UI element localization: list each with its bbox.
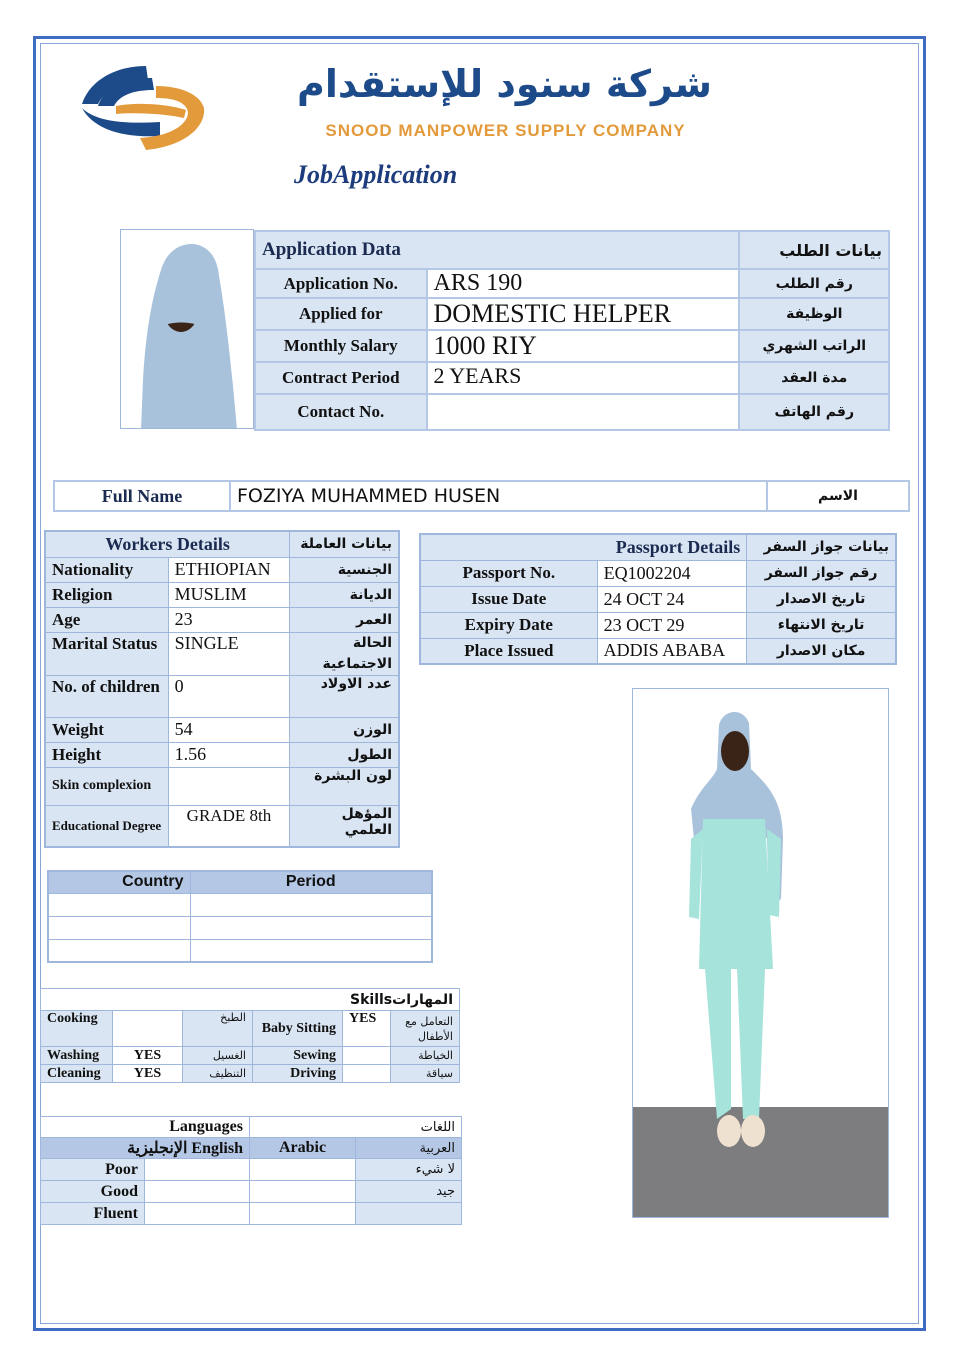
workers-details-table: [44, 530, 400, 848]
weight-value: 54: [168, 717, 290, 742]
full-name-label-ar: الاسم: [767, 481, 909, 511]
skill-babysitting-label: Baby Sitting: [253, 1011, 343, 1047]
age-value: 23: [168, 607, 290, 632]
skin-complexion-value: [168, 767, 290, 805]
table-row: [48, 893, 432, 916]
applied-for-label-ar: الوظيفة: [739, 298, 889, 330]
height-label-ar: الطول: [290, 742, 399, 767]
skill-sewing-label: Sewing: [253, 1047, 343, 1065]
language-cell: [250, 1159, 356, 1181]
application-no-label: Application No.: [255, 269, 427, 298]
arabic-column-header-ar: العربية: [356, 1138, 462, 1159]
passport-no-label-ar: رقم جواز السفر: [747, 560, 896, 586]
contract-period-label: Contract Period: [255, 362, 427, 394]
full-body-photo: [632, 688, 889, 1218]
skin-complexion-label-ar: لون البشرة: [290, 767, 399, 805]
passport-no-label: Passport No.: [420, 560, 597, 586]
period-column-header: Period: [190, 871, 432, 893]
skin-complexion-label: Skin complexion: [45, 767, 168, 805]
skill-washing-value: YES: [113, 1047, 183, 1065]
marital-status-label-ar: الحالة الاجتماعية: [290, 632, 399, 675]
skill-driving-label: Driving: [253, 1065, 343, 1083]
height-label: Height: [45, 742, 168, 767]
issue-date-label: Issue Date: [420, 586, 597, 612]
passport-no-value: EQ1002204: [597, 560, 747, 586]
nationality-value: ETHIOPIAN: [168, 557, 290, 582]
passport-details-table: [419, 533, 897, 665]
monthly-salary-value: 1000 RIY: [427, 330, 740, 362]
application-header-ar: بيانات الطلب: [739, 231, 889, 269]
weight-label: Weight: [45, 717, 168, 742]
full-name-table: [53, 480, 910, 512]
languages-header-en: Languages: [41, 1117, 250, 1138]
contact-no-value: [427, 394, 740, 430]
place-issued-label: Place Issued: [420, 638, 597, 664]
application-no-value: ARS 190: [427, 269, 740, 298]
nationality-label-ar: الجنسية: [290, 557, 399, 582]
skill-cooking-value: [113, 1011, 183, 1047]
contract-period-value: 2 YEARS: [427, 362, 740, 394]
age-label-ar: العمر: [290, 607, 399, 632]
skill-washing-label-ar: الغسيل: [183, 1047, 253, 1065]
country-column-header: Country: [48, 871, 190, 893]
language-cell: [145, 1203, 250, 1225]
company-logo-icon: [76, 60, 208, 156]
experience-table: [47, 870, 433, 963]
language-cell: [145, 1181, 250, 1203]
english-column-header: الإنجليزية English: [41, 1138, 250, 1159]
skill-driving-value: [343, 1065, 391, 1083]
application-table: [254, 230, 890, 431]
applied-for-label: Applied for: [255, 298, 427, 330]
marital-status-value: SINGLE: [168, 632, 290, 675]
skill-cooking-label: Cooking: [41, 1011, 113, 1047]
expiry-date-label: Expiry Date: [420, 612, 597, 638]
religion-value: MUSLIM: [168, 582, 290, 607]
workers-header-ar: بيانات العاملة: [290, 531, 399, 557]
language-level-good: Good: [41, 1181, 145, 1203]
expiry-date-label-ar: تاريخ الانتهاء: [747, 612, 896, 638]
contract-period-label-ar: مدة العقد: [739, 362, 889, 394]
age-label: Age: [45, 607, 168, 632]
language-level-poor-ar: لا شيء: [356, 1159, 462, 1181]
skill-babysitting-value: YES: [343, 1011, 391, 1047]
application-header-en: Application Data: [255, 231, 739, 269]
skill-cleaning-label-ar: التنظيف: [183, 1065, 253, 1083]
skill-driving-label-ar: سياقة: [391, 1065, 460, 1083]
skill-cleaning-label: Cleaning: [41, 1065, 113, 1083]
full-name-label: Full Name: [54, 481, 230, 511]
language-level-fluent: Fluent: [41, 1203, 145, 1225]
weight-label-ar: الوزن: [290, 717, 399, 742]
monthly-salary-label: Monthly Salary: [255, 330, 427, 362]
education-label: Educational Degree: [45, 805, 168, 847]
skill-cooking-label-ar: الطبخ: [183, 1011, 253, 1047]
language-level-poor: Poor: [41, 1159, 145, 1181]
skills-header: المهاراتSkills: [41, 989, 460, 1011]
applied-for-value: DOMESTIC HELPER: [427, 298, 740, 330]
education-value: GRADE 8th: [168, 805, 290, 847]
expiry-date-value: 23 OCT 29: [597, 612, 747, 638]
languages-header-ar: اللغات: [250, 1117, 462, 1138]
application-no-label-ar: رقم الطلب: [739, 269, 889, 298]
religion-label-ar: الديانة: [290, 582, 399, 607]
company-name-english: SNOOD MANPOWER SUPPLY COMPANY: [325, 121, 686, 140]
marital-status-label: Marital Status: [45, 632, 168, 675]
languages-table: [40, 1116, 462, 1225]
passport-header-ar: بيانات جواز السفر: [747, 534, 896, 560]
workers-header-en: Workers Details: [45, 531, 290, 557]
place-issued-value: ADDIS ABABA: [597, 638, 747, 664]
form-title: JobApplication: [294, 160, 458, 189]
language-level-good-ar: جيد: [356, 1181, 462, 1203]
contact-no-label: Contact No.: [255, 394, 427, 430]
table-row: [48, 939, 432, 962]
language-cell: [250, 1203, 356, 1225]
skill-babysitting-label-ar: التعامل مع الأطفال: [391, 1011, 460, 1047]
religion-label: Religion: [45, 582, 168, 607]
skills-table: [40, 988, 460, 1083]
skill-cleaning-value: YES: [113, 1065, 183, 1083]
language-cell: [145, 1159, 250, 1181]
monthly-salary-label-ar: الراتب الشهري: [739, 330, 889, 362]
nationality-label: Nationality: [45, 557, 168, 582]
children-label-ar: عدد الاولاد: [290, 675, 399, 717]
arabic-column-header: Arabic: [250, 1138, 356, 1159]
company-name-arabic: شركة سنود للإستقدام: [297, 62, 712, 106]
skill-washing-label: Washing: [41, 1047, 113, 1065]
skill-sewing-label-ar: الخياطة: [391, 1047, 460, 1065]
full-name-value: FOZIYA MUHAMMED HUSEN: [230, 481, 767, 511]
children-value: 0: [168, 675, 290, 717]
language-cell: [250, 1181, 356, 1203]
education-label-ar: المؤهل العلمي: [290, 805, 399, 847]
place-issued-label-ar: مكان الاصدار: [747, 638, 896, 664]
contact-no-label-ar: رقم الهاتف: [739, 394, 889, 430]
portrait-photo: [120, 229, 254, 429]
children-label: No. of children: [45, 675, 168, 717]
issue-date-value: 24 OCT 24: [597, 586, 747, 612]
passport-header-en: Passport Details: [420, 534, 747, 560]
language-level-fluent-ar: [356, 1203, 462, 1225]
issue-date-label-ar: تاريخ الاصدار: [747, 586, 896, 612]
table-row: [48, 916, 432, 939]
skill-sewing-value: [343, 1047, 391, 1065]
height-value: 1.56: [168, 742, 290, 767]
